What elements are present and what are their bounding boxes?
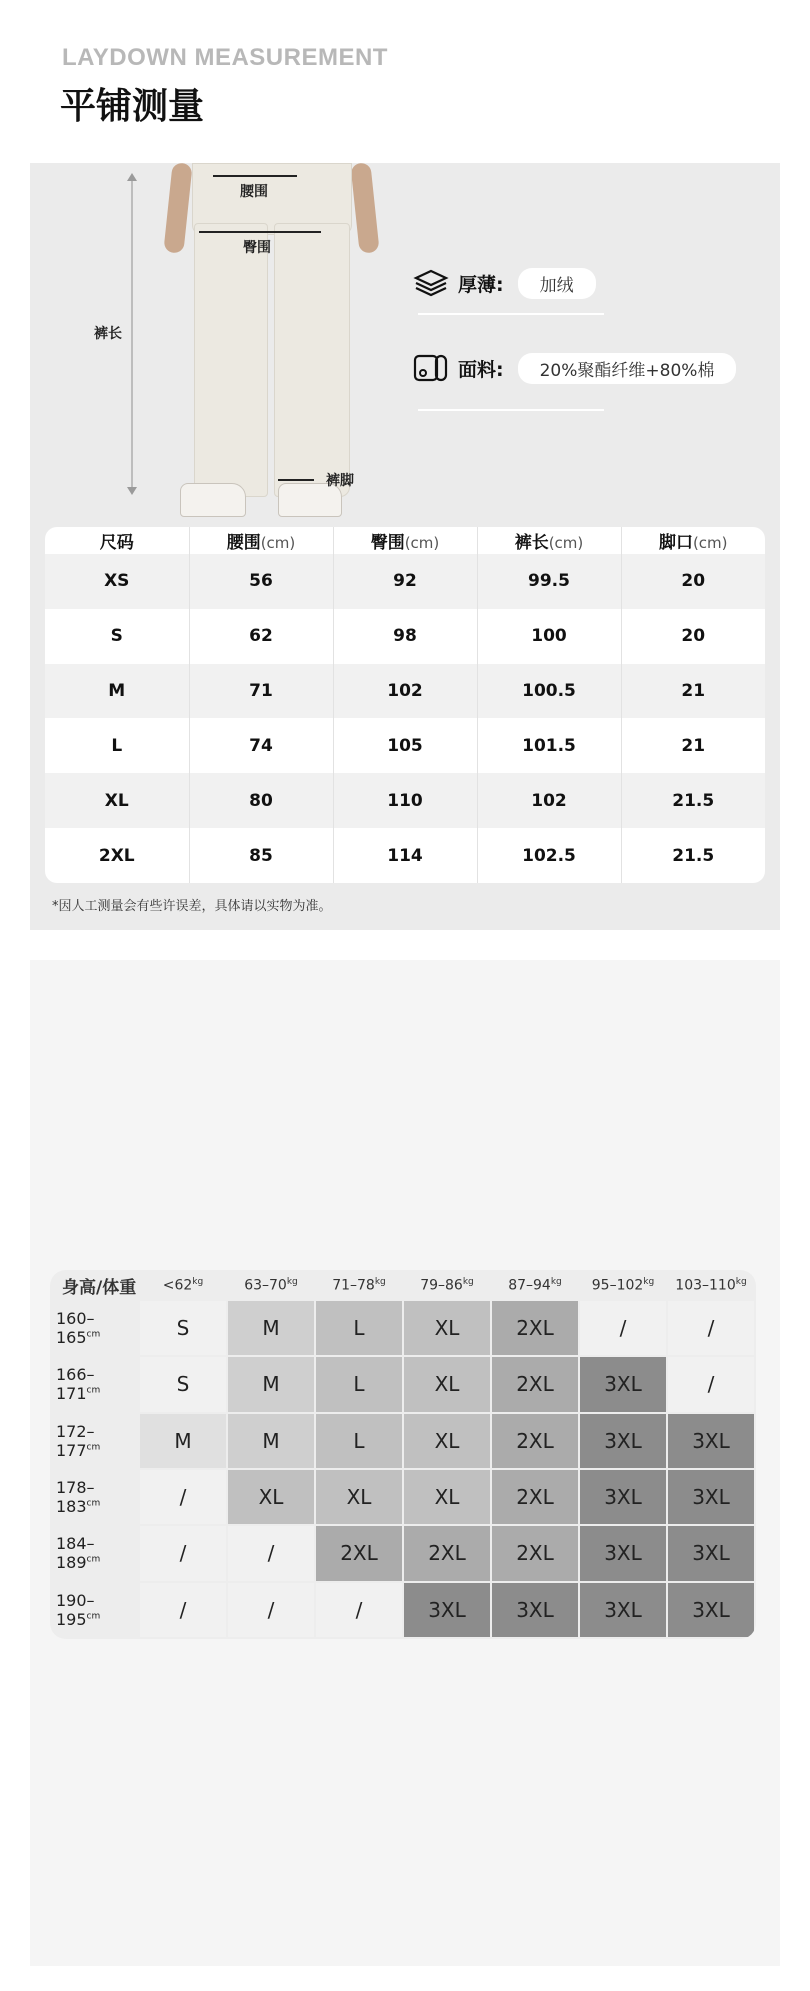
size-cell: / [668,1301,754,1355]
label-waist: 腰围 [240,184,268,200]
table-cell: 102 [477,773,621,828]
table-cell: 71 [189,664,333,719]
size-cell: 3XL [580,1414,666,1468]
size-cell: L [316,1414,402,1468]
layers-icon [412,267,450,299]
fabric-row [412,352,736,384]
size-cell: 3XL [580,1470,666,1524]
fabric-label: 面料: [458,358,504,381]
size-cell: L [316,1357,402,1411]
size-cell: 2XL [492,1357,578,1411]
table-cell: 105 [333,718,477,773]
table-cell: 99.5 [477,554,621,609]
size-cell: 3XL [668,1470,754,1524]
table-cell: 56 [189,554,333,609]
height-header: $172-177^{cm}$ [52,1414,138,1468]
table-cell: L [45,718,189,773]
header-title-en: LAYDOWN MEASUREMENT [62,44,388,71]
table-cell: XS [45,554,189,609]
size-cell: 3XL [668,1583,754,1637]
size-cell: / [140,1526,226,1580]
weight-header: $79-86^{kg}$ [404,1272,490,1299]
size-cell: / [140,1470,226,1524]
measurement-section [30,163,780,930]
table-cell: 85 [189,828,333,883]
table-row [52,1301,754,1355]
size-cell: 3XL [492,1583,578,1637]
table-row [45,664,765,719]
table-cell: 20 [681,626,706,647]
size-cell: S [140,1301,226,1355]
table-cell: 21 [681,735,706,756]
table-cell: 102 [333,664,477,719]
table-row [45,828,765,883]
size-cell: XL [404,1470,490,1524]
size-cell: S [140,1357,226,1411]
size-cell: 3XL [404,1583,490,1637]
fit-section [30,960,780,1966]
fabric-roll-icon [412,352,450,384]
table-cell: XL [45,773,189,828]
col-header: 脚口(cm) [658,533,728,553]
table-cell: 100 [477,609,621,664]
thickness-label: 厚薄: [458,273,504,296]
thickness-divider [418,313,604,315]
table-row [52,1414,754,1468]
size-cell: 3XL [668,1526,754,1580]
thickness-value: 加绒 [518,268,596,299]
label-length: 裤长 [94,326,122,342]
height-header: $184-189^{cm}$ [52,1526,138,1580]
table-cell: 92 [333,554,477,609]
table-cell: 21 [621,664,765,719]
table-cell: 74 [189,718,333,773]
size-cell: XL [404,1414,490,1468]
size-cell: 2XL [492,1470,578,1524]
size-cell: / [228,1526,314,1580]
size-cell: / [140,1583,226,1637]
height-header: $160-165^{cm}$ [52,1301,138,1355]
col-header: 尺码 [45,527,189,554]
size-cell: / [580,1301,666,1355]
size-cell: M [140,1414,226,1468]
table-cell: 80 [189,773,333,828]
weight-header: $71-78^{kg}$ [316,1272,402,1299]
height-header: $190-195^{cm}$ [52,1583,138,1637]
thickness-row [412,267,596,299]
length-indicator [131,175,133,493]
size-cell: M [228,1414,314,1468]
table-cell: 98 [333,609,477,664]
label-hem: 裤脚 [326,473,354,489]
size-cell: XL [316,1470,402,1524]
table-cell: 21.5 [621,773,765,828]
size-cell: 3XL [580,1526,666,1580]
size-table [45,527,765,883]
table-row [52,1357,754,1411]
table-cell: 110 [333,773,477,828]
size-cell: / [668,1357,754,1411]
table-cell: 21.5 [672,845,715,866]
fit-table [50,1270,756,1639]
weight-header: $63-70^{kg}$ [228,1272,314,1299]
size-cell: / [316,1583,402,1637]
size-cell: 3XL [668,1414,754,1468]
col-header: 腰围(cm) [189,527,333,554]
table-cell: 102.5 [477,828,621,883]
table-cell: 2XL [45,828,189,883]
table-row [45,773,765,828]
hip-indicator [199,231,321,233]
size-cell: XL [228,1470,314,1524]
product-model-image [160,163,390,523]
table-cell: 100.5 [477,664,621,719]
table-cell: 101.5 [477,718,621,773]
size-cell: M [228,1357,314,1411]
label-hip: 臀围 [243,240,271,256]
size-cell: 2XL [492,1301,578,1355]
fabric-value: 20%聚酯纤维+80%棉 [518,353,737,384]
size-cell: 2XL [492,1414,578,1468]
table-row [45,609,765,664]
size-cell: / [228,1583,314,1637]
size-cell: XL [404,1301,490,1355]
size-cell: 2XL [492,1526,578,1580]
col-header: 裤长(cm) [477,527,621,554]
waist-indicator [213,175,297,177]
fit-table-header [52,1272,754,1299]
weight-header: $103-110^{kg}$ [668,1272,754,1299]
header-title-cn: 平铺测量 [60,86,205,127]
size-cell: M [228,1301,314,1355]
height-header: $166-171^{cm}$ [52,1357,138,1411]
size-cell: 3XL [580,1583,666,1637]
size-table-header [45,527,765,554]
height-header: $178-183^{cm}$ [52,1470,138,1524]
size-cell: 2XL [316,1526,402,1580]
hem-indicator [278,479,314,481]
corner-label: 身高/体重 [52,1272,138,1299]
table-cell: 114 [333,828,477,883]
weight-header: $95-102^{kg}$ [580,1272,666,1299]
weight-header: $<62^{kg}$ [140,1272,226,1299]
table-row [52,1526,754,1580]
size-cell: L [316,1301,402,1355]
size-cell: 2XL [404,1526,490,1580]
table-cell: 20 [621,554,765,609]
col-header: 臀围(cm) [333,527,477,554]
table-row [52,1583,754,1637]
size-cell: 3XL [580,1357,666,1411]
table-row [52,1470,754,1524]
fabric-divider [418,409,604,411]
weight-header: $87-94^{kg}$ [492,1272,578,1299]
table-row [45,554,765,609]
size-cell: XL [404,1357,490,1411]
table-row [45,718,765,773]
measurement-note: *因人工测量会有些许误差，具体请以实物为准。 [52,899,332,914]
table-cell: S [45,609,189,664]
table-cell: 62 [189,609,333,664]
table-cell: M [45,664,189,719]
